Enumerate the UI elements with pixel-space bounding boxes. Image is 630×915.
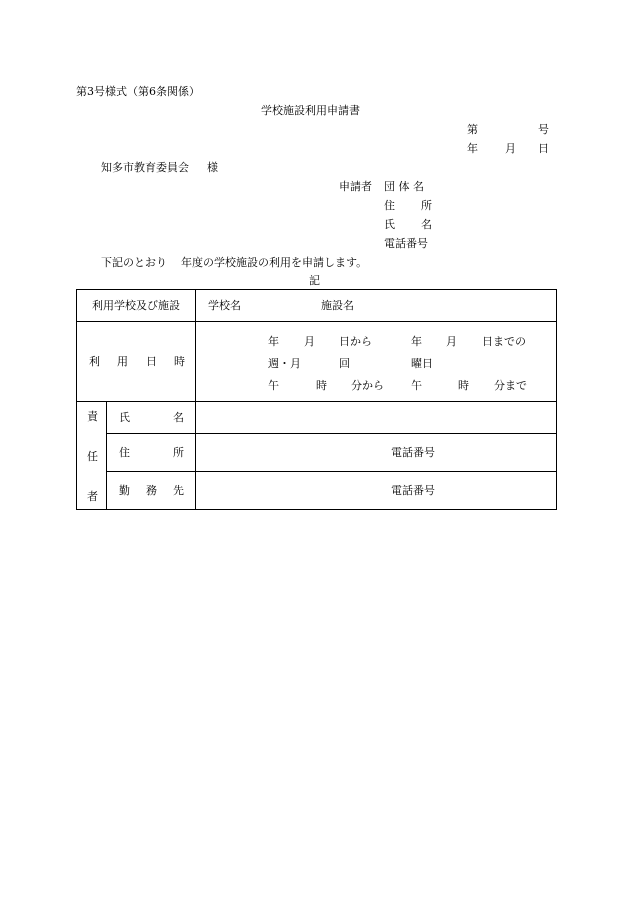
addressee-honorific: 様 <box>207 161 218 174</box>
times-label: 回 <box>339 357 350 370</box>
workplace-char: 務 <box>146 484 157 497</box>
usage-datetime-row <box>77 322 557 402</box>
start-hour-label: 時 <box>316 379 327 392</box>
end-minute-label: 分まで <box>494 379 527 392</box>
form-number: 第3号様式（第6条関係） <box>76 85 200 98</box>
workplace-phone-label: 電話番号 <box>391 484 435 497</box>
application-table <box>76 289 557 510</box>
usage-datetime-label-cell <box>77 322 196 402</box>
responsible-name-row <box>77 402 557 434</box>
date-day-label: 日 <box>538 142 549 155</box>
intro-text-part1: 下記のとおり <box>101 256 167 269</box>
facility-row <box>77 290 557 322</box>
end-day-label: 日までの <box>482 335 526 348</box>
responsible-phone-label: 電話番号 <box>391 446 435 459</box>
start-minute-label: 分から <box>351 379 384 392</box>
applicant-phone-label: 電話番号 <box>384 237 428 250</box>
weekday-label: 曜日 <box>411 357 433 370</box>
responsible-char: 責 <box>87 410 98 423</box>
school-name-label: 学校名 <box>208 299 241 312</box>
end-ampm-label: 午 <box>411 379 422 392</box>
end-hour-label: 時 <box>458 379 469 392</box>
workplace-char: 先 <box>173 484 184 497</box>
usage-datetime-char: 日 <box>146 355 157 368</box>
frequency-unit-label: 週・月 <box>268 357 301 370</box>
number-suffix: 号 <box>538 123 549 136</box>
responsible-label-cell <box>77 402 107 510</box>
group-name-label: 団 体 名 <box>384 180 424 193</box>
responsible-address-char: 住 <box>119 446 130 459</box>
usage-datetime-char: 用 <box>117 355 128 368</box>
addressee-name: 知多市教育委員会 <box>101 161 189 174</box>
applicant-label: 申請者 <box>339 180 372 193</box>
start-year-label: 年 <box>268 335 279 348</box>
applicant-name-label-1: 氏 <box>384 218 395 231</box>
responsible-name-char: 名 <box>173 411 184 424</box>
date-month-label: 月 <box>505 142 516 155</box>
workplace-char: 勤 <box>119 484 130 497</box>
facility-label: 利用学校及び施設 <box>92 299 180 312</box>
facility-label-cell <box>77 290 196 322</box>
responsible-workplace-label-cell <box>107 472 196 510</box>
responsible-char: 者 <box>87 490 98 503</box>
applicant-address-label-1: 住 <box>384 199 395 212</box>
responsible-char: 任 <box>87 450 98 463</box>
responsible-name-label-cell <box>107 402 196 434</box>
document-title: 学校施設利用申請書 <box>261 104 360 117</box>
facility-input-cell[interactable] <box>196 290 557 322</box>
responsible-address-label-cell <box>107 434 196 472</box>
intro-text-part2: 年度の学校施設の利用を申請します。 <box>181 256 368 269</box>
start-day-label: 日から <box>339 335 372 348</box>
facility-name-label: 施設名 <box>321 299 354 312</box>
responsible-address-input-cell[interactable] <box>196 434 557 472</box>
start-ampm-label: 午 <box>268 379 279 392</box>
usage-datetime-input-cell[interactable] <box>196 322 557 402</box>
responsible-name-input-cell[interactable] <box>196 402 557 434</box>
usage-datetime-char: 利 <box>89 355 100 368</box>
responsible-workplace-input-cell[interactable] <box>196 472 557 510</box>
applicant-name-label-2: 名 <box>421 218 432 231</box>
ki-label: 記 <box>309 274 320 287</box>
start-month-label: 月 <box>304 335 315 348</box>
responsible-name-char: 氏 <box>119 411 130 424</box>
responsible-workplace-row <box>77 472 557 510</box>
end-year-label: 年 <box>411 335 422 348</box>
responsible-address-char: 所 <box>173 446 184 459</box>
responsible-address-row <box>77 434 557 472</box>
date-year-label: 年 <box>467 142 478 155</box>
end-month-label: 月 <box>446 335 457 348</box>
applicant-address-label-2: 所 <box>421 199 432 212</box>
number-prefix: 第 <box>467 123 478 136</box>
usage-datetime-char: 時 <box>174 355 185 368</box>
